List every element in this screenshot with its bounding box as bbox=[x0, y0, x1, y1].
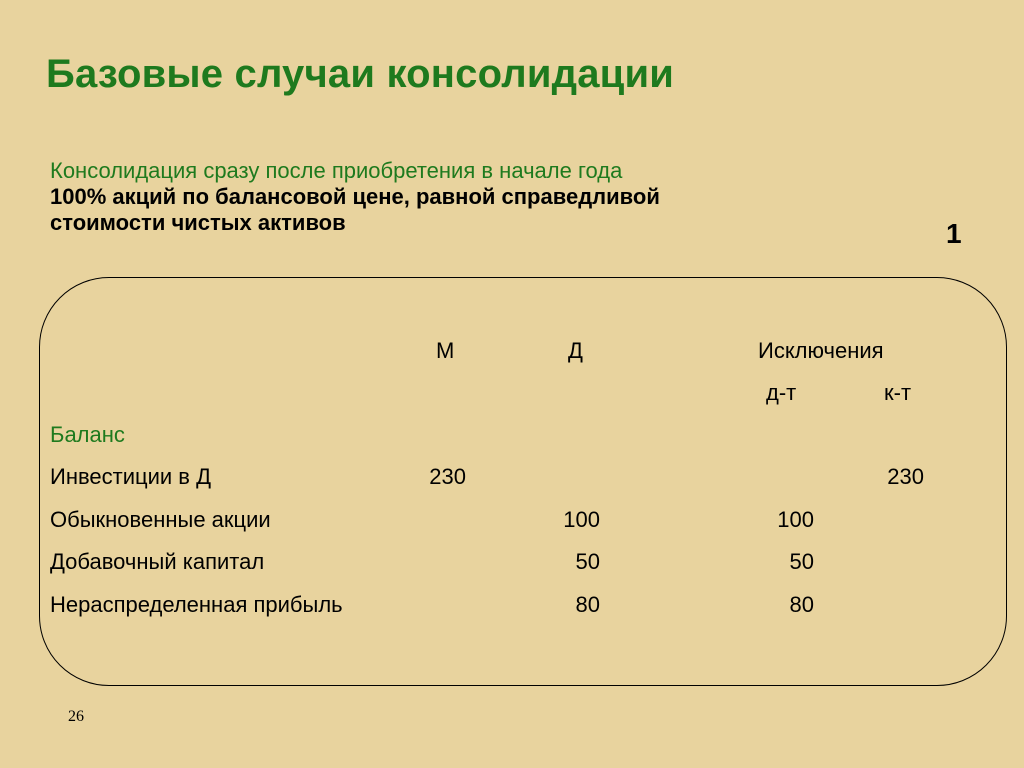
page-number: 26 bbox=[68, 708, 84, 725]
row-debit-value: 100 bbox=[777, 507, 814, 532]
row-label: Обыкновенные акции bbox=[50, 507, 271, 532]
row-credit-value: 230 bbox=[887, 464, 924, 489]
row-debit-value: 50 bbox=[789, 549, 814, 574]
row-d-value: 50 bbox=[575, 549, 600, 574]
subtitle-line-3: стоимости чистых активов bbox=[50, 210, 346, 235]
header-eliminations: Исключения bbox=[758, 338, 884, 363]
header-m: М bbox=[436, 338, 455, 363]
section-balance: Баланс bbox=[50, 422, 125, 447]
header-debit: д-т bbox=[766, 380, 797, 405]
row-label: Добавочный капитал bbox=[50, 549, 265, 574]
row-label: Инвестиции в Д bbox=[50, 464, 211, 489]
row-d-value: 100 bbox=[563, 507, 600, 532]
case-number: 1 bbox=[946, 218, 962, 249]
row-d-value: 80 bbox=[575, 592, 600, 617]
row-m-value: 230 bbox=[429, 464, 466, 489]
row-debit-value: 80 bbox=[789, 592, 814, 617]
subtitle-line-2: 100% акций по балансовой цене, равной справедливой bbox=[50, 184, 660, 209]
row-label: Нераспределенная прибыль bbox=[50, 592, 343, 617]
header-credit: к-т bbox=[884, 380, 912, 405]
subtitle-line-1: Консолидация сразу после приобретения в начале года bbox=[50, 158, 623, 183]
slide-title: Базовые случаи консолидации bbox=[46, 52, 675, 96]
header-d: Д bbox=[568, 338, 583, 363]
